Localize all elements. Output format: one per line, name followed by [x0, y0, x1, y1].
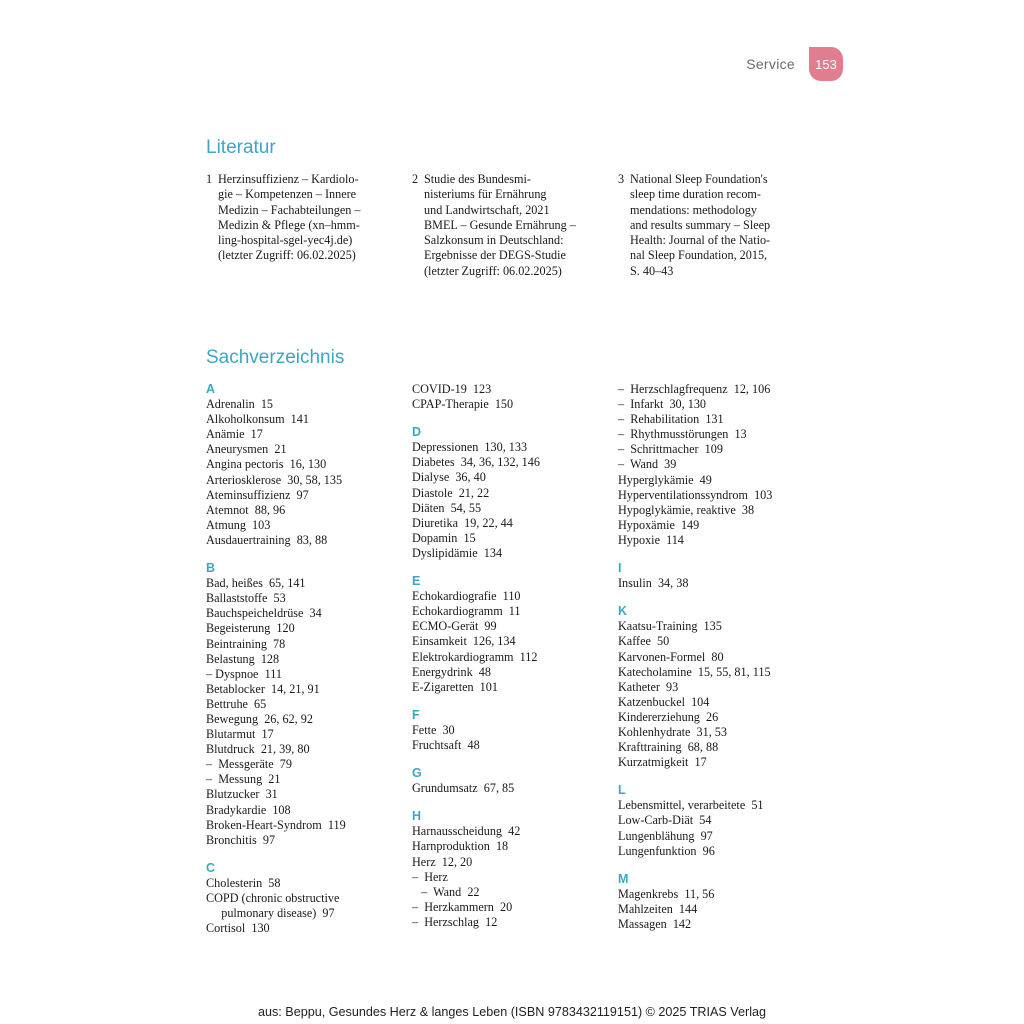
- literature-line: Medizin & Pflege (xn–hmm-: [218, 217, 360, 232]
- index-column: [412, 382, 607, 930]
- section-label: Service: [746, 56, 795, 72]
- index-entry: Hyperventilationssyndrom 103: [618, 487, 773, 502]
- index-entry: Insulin 34, 38: [618, 576, 689, 591]
- literature-line: gie – Kompetenzen – Innere: [218, 187, 357, 202]
- index-entry: Diäten 54, 55: [412, 500, 482, 515]
- index-letter-heading: M: [618, 871, 629, 886]
- index-entry: pulmonary disease) 97: [206, 906, 335, 921]
- index-entry: Blutarmut 17: [206, 727, 274, 742]
- index-entry: – Messgeräte 79: [206, 757, 292, 772]
- index-letter-heading: K: [618, 604, 628, 619]
- index-letter-heading: I: [618, 561, 622, 576]
- index-entry: Harnproduktion 18: [412, 839, 509, 854]
- index-entry: Katzenbuckel 104: [618, 694, 710, 709]
- index-entry: Blutdruck 21, 39, 80: [206, 742, 310, 757]
- index-entry: Bewegung 26, 62, 92: [206, 711, 313, 726]
- literature-line: National Sleep Foundation's: [630, 172, 768, 186]
- literature-item-number: 2: [412, 172, 419, 186]
- page-number-badge: 153: [809, 47, 843, 81]
- index-entry: Karvonen-Formel 80: [618, 649, 724, 664]
- index-column: [618, 382, 813, 932]
- index-entry: Kurzatmigkeit 17: [618, 755, 707, 770]
- index-entry: Lungenblähung 97: [618, 828, 713, 843]
- index-entry: Belastung 128: [206, 651, 280, 666]
- index-entry: Hypoxämie 149: [618, 517, 700, 532]
- index-letter-heading: H: [412, 809, 422, 824]
- index-entry: Echokardiografie 110: [412, 589, 521, 604]
- index-entry: Kohlenhydrate 31, 53: [618, 724, 727, 739]
- index-entry: Katheter 93: [618, 679, 679, 694]
- index-entry: E-Zigaretten 101: [412, 679, 498, 694]
- index-entry: Mahlzeiten 144: [618, 901, 698, 916]
- literature-heading: Literatur: [206, 137, 276, 158]
- index-letter-heading: A: [206, 382, 216, 396]
- index-entry: – Schrittmacher 109: [618, 442, 723, 457]
- literature-line: and results summary – Sleep: [630, 217, 771, 232]
- index-entry: COPD (chronic obstructive: [206, 891, 340, 905]
- index-entry: Energydrink 48: [412, 664, 491, 679]
- index-entry: Begeisterung 120: [206, 621, 295, 636]
- index-entry: Bradykardie 108: [206, 802, 291, 817]
- index-heading: Sachverzeichnis: [206, 347, 345, 368]
- index-entry: Broken-Heart-Syndrom 119: [206, 817, 346, 832]
- index-entry: Alkoholkonsum 141: [206, 412, 309, 427]
- literature-line: (letzter Zugriff: 06.02.2025): [424, 263, 562, 278]
- index-entry: – Wand 39: [618, 457, 677, 472]
- literature-line: mendations: methodology: [630, 202, 757, 217]
- index-entry: Kaatsu-Training 135: [618, 619, 722, 634]
- index-entry: Low-Carb-Diät 54: [618, 813, 712, 828]
- index-entry: Aneurysmen 21: [206, 442, 287, 457]
- literature-line: Medizin – Fachabteilungen –: [218, 202, 361, 217]
- index-entry: COVID-19 123: [412, 382, 492, 396]
- index-entry: Lungenfunktion 96: [618, 843, 715, 858]
- index-entry: – Rehabilitation 131: [618, 412, 724, 427]
- index-entry: – Infarkt 30, 130: [618, 397, 707, 412]
- literature-line: nal Sleep Foundation, 2015,: [630, 248, 768, 263]
- index-entry: Lebensmittel, verarbeitete 51: [618, 798, 764, 813]
- literature-line: BMEL – Gesunde Ernährung –: [424, 217, 576, 232]
- literature-line: Health: Journal of the Natio-: [630, 233, 771, 248]
- index-entry: Hypoglykämie, reaktive 38: [618, 502, 755, 517]
- index-entry: Bauchspeicheldrüse 34: [206, 606, 322, 621]
- index-entry: Grundumsatz 67, 85: [412, 781, 515, 796]
- literature-line: S. 40–43: [630, 263, 674, 278]
- index-entry: – Wand 22: [412, 884, 480, 899]
- index-entry: Cholesterin 58: [206, 875, 281, 890]
- index-letter-heading: E: [412, 574, 421, 589]
- index-entry: Krafttraining 68, 88: [618, 740, 719, 755]
- index-entry: – Herz: [412, 869, 448, 884]
- index-entry: Herz 12, 20: [412, 854, 473, 869]
- index-entry: Massagen 142: [618, 917, 692, 931]
- index-entry: Echokardiogramm 11: [412, 604, 521, 619]
- index-entry: ECMO-Gerät 99: [412, 619, 497, 634]
- index-entry: Ballaststoffe 53: [206, 591, 286, 606]
- index-entry: Atmung 103: [206, 517, 271, 532]
- literature-line: sleep time duration recom-: [630, 187, 761, 202]
- index-entry: Ateminsuffizienz 97: [206, 487, 309, 502]
- index-entry: Arteriosklerose 30, 58, 135: [206, 472, 343, 487]
- index-letter-heading: L: [618, 783, 626, 798]
- index-column: [206, 382, 401, 936]
- index-entry: Elektrokardiogramm 112: [412, 649, 538, 664]
- index-entry: Diuretika 19, 22, 44: [412, 515, 513, 530]
- index-entry: Bad, heißes 65, 141: [206, 576, 306, 591]
- index-entry: Atemnot 88, 96: [206, 502, 286, 517]
- literature-line: Studie des Bundesmi-: [424, 172, 531, 186]
- literature-item: [412, 172, 586, 279]
- page-header: [746, 47, 843, 81]
- index-entry: Kindererziehung 26: [618, 709, 719, 724]
- index-entry: Katecholamine 15, 55, 81, 115: [618, 664, 771, 679]
- literature-line: Ergebnisse der DEGS-Studie: [424, 248, 566, 263]
- footer-credit: aus: Beppu, Gesundes Herz & langes Leben (ISBN 9783432119151) © 2025 TRIAS Verlag: [258, 1005, 766, 1019]
- index-entry: Fruchtsaft 48: [412, 737, 480, 752]
- literature-item-number: 1: [206, 172, 213, 186]
- index-entry: Bettruhe 65: [206, 696, 267, 711]
- index-entry: Fette 30: [412, 722, 455, 737]
- index-entry: Diastole 21, 22: [412, 485, 490, 500]
- index-entry: Angina pectoris 16, 130: [206, 457, 327, 472]
- index-entry: Hypoxie 114: [618, 532, 684, 547]
- index-entry: Cortisol 130: [206, 921, 270, 936]
- index-letter-heading: F: [412, 707, 420, 722]
- index-entry: Dyslipidämie 134: [412, 545, 503, 560]
- literature-item: [618, 172, 792, 279]
- literature-line: Salzkonsum in Deutschland:: [424, 233, 564, 248]
- index-entry: Betablocker 14, 21, 91: [206, 681, 320, 696]
- literature-line: nisteriums für Ernährung: [424, 187, 547, 202]
- literature-line: Herzinsuffizienz – Kardiolo-: [218, 172, 359, 186]
- index-entry: Harnausscheidung 42: [412, 824, 521, 839]
- index-letter-heading: G: [412, 766, 422, 781]
- index-entry: Blutzucker 31: [206, 787, 278, 802]
- index-entry: – Dyspnoe 111: [206, 666, 282, 681]
- index-entry: Hyperglykämie 49: [618, 472, 712, 487]
- index-entry: Kaffee 50: [618, 634, 670, 649]
- index-entry: – Messung 21: [206, 772, 281, 787]
- index-entry: – Herzkammern 20: [412, 899, 513, 914]
- index-entry: Beintraining 78: [206, 636, 286, 651]
- index-entry: – Rhythmusstörungen 13: [618, 427, 747, 442]
- index-entry: Einsamkeit 126, 134: [412, 634, 516, 649]
- index-entry: – Herzschlag 12: [412, 914, 498, 929]
- index-entry: Adrenalin 15: [206, 397, 274, 412]
- index-entry: Magenkrebs 11, 56: [618, 886, 715, 901]
- literature-line: ling-hospital-sgel-yec4j.de): [218, 233, 353, 248]
- index-entry: Dialyse 36, 40: [412, 470, 486, 485]
- index-entry: Anämie 17: [206, 427, 263, 442]
- index-letter-heading: D: [412, 425, 422, 440]
- index-entry: CPAP-Therapie 150: [412, 397, 514, 412]
- index-entry: Ausdauertraining 83, 88: [206, 532, 328, 547]
- index-entry: – Herzschlagfrequenz 12, 106: [618, 382, 771, 396]
- index-entry: Depressionen 130, 133: [412, 440, 528, 455]
- literature-line: (letzter Zugriff: 06.02.2025): [218, 248, 356, 263]
- index-entry: Bronchitis 97: [206, 832, 276, 847]
- index-entry: Diabetes 34, 36, 132, 146: [412, 455, 540, 470]
- literature-item-number: 3: [618, 172, 625, 186]
- index-letter-heading: B: [206, 561, 216, 576]
- literature-item: [206, 172, 380, 264]
- literature-line: und Landwirtschaft, 2021: [424, 202, 550, 217]
- index-entry: Dopamin 15: [412, 530, 476, 545]
- index-letter-heading: C: [206, 860, 216, 875]
